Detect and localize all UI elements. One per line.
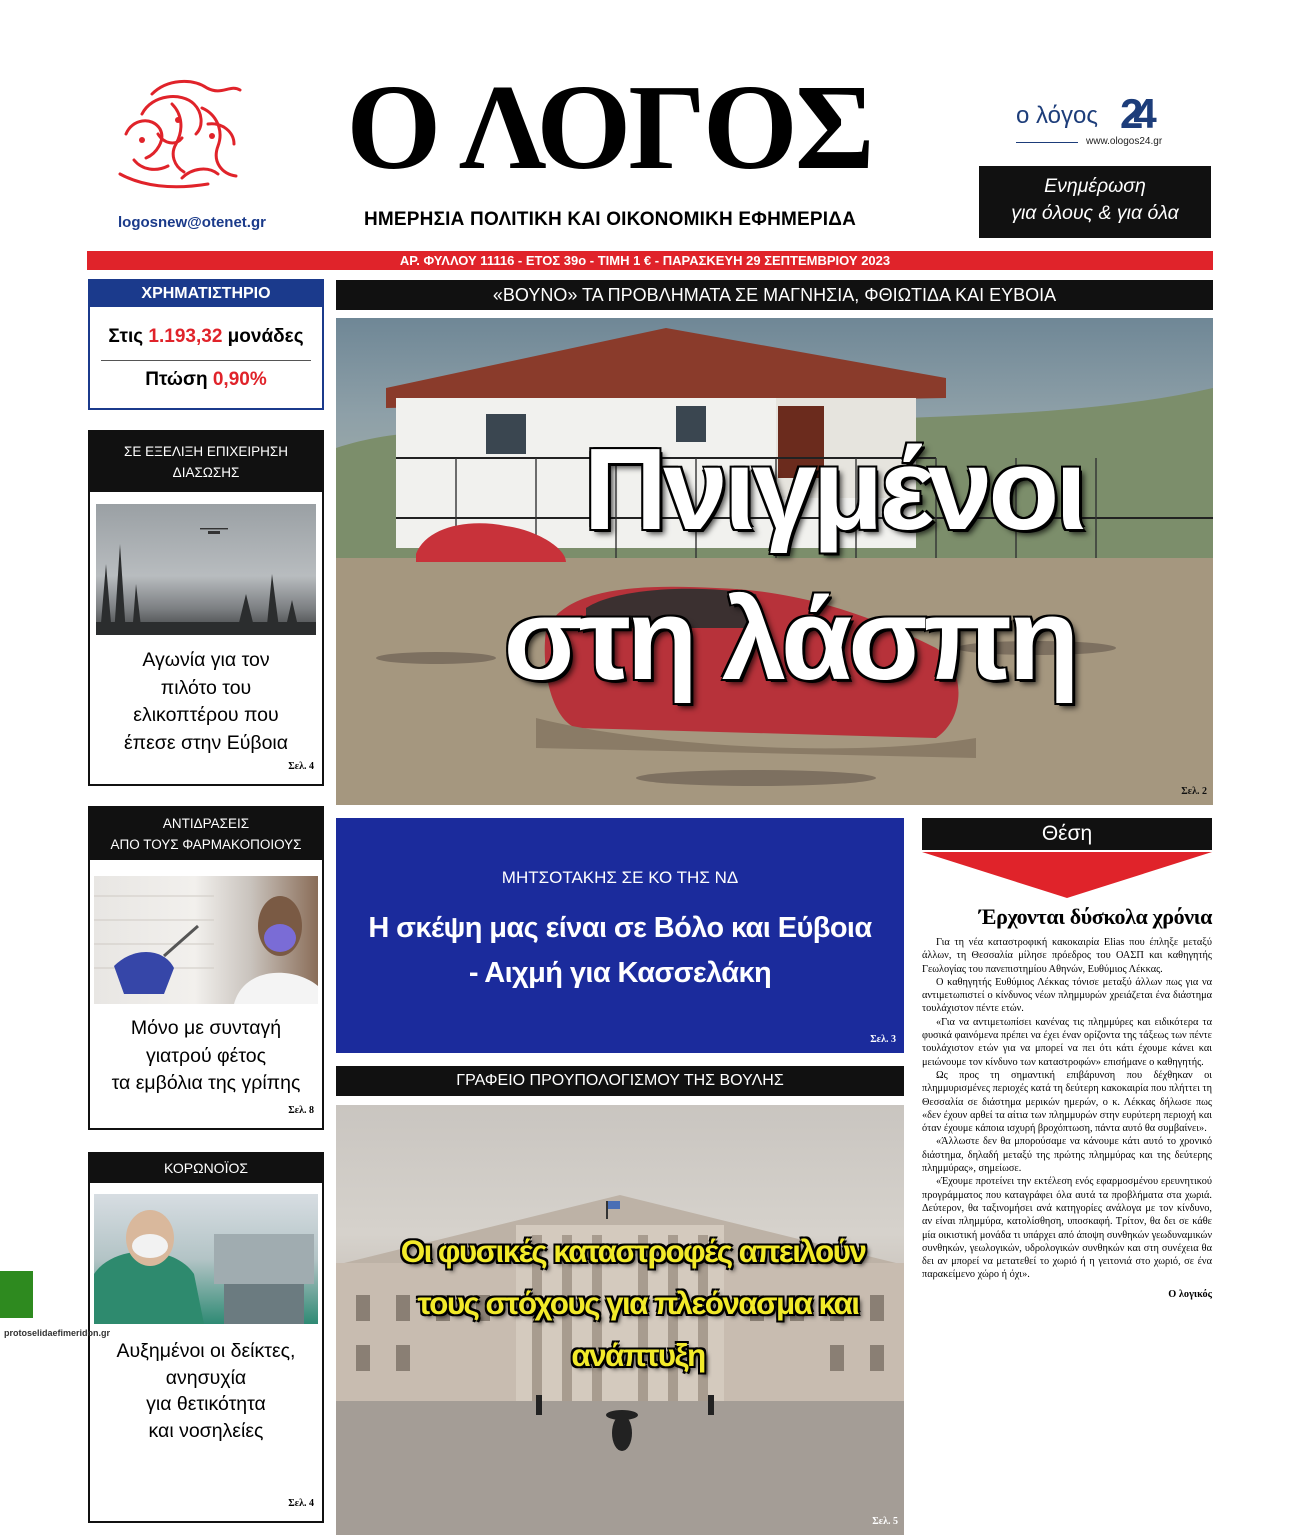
pharmacist-vaccine-photo: [94, 876, 318, 1004]
issue-line: ΑΡ. ΦΥΛΛΟΥ 11116 - ΕΤΟΣ 39ο - ΤΙΜΗ 1 € - ΠΑΡΑΣΚΕΥΗ 29 ΣΕΠΤΕΜΒΡΙΟΥ 2023: [399, 253, 891, 268]
stock-value-line: Στις 1.193,32 μονάδες: [108, 326, 304, 347]
side-story-kicker: ΚΟΡΩΝΟΪΟΣ: [90, 1154, 322, 1183]
parliament-photo[interactable]: [336, 1105, 904, 1535]
page-reference: Σελ. 2: [1181, 786, 1207, 797]
tagline-box: [979, 166, 1211, 238]
helicopter-fog-photo: [96, 504, 316, 635]
opinion-red-triangle: [922, 852, 1212, 898]
opinion-label: Θέση: [922, 818, 1212, 850]
budget-kicker: ΓΡΑΦΕΙΟ ΠΡΟΥΠΟΛΟΓΙΣΜΟΥ ΤΗΣ ΒΟΥΛΗΣ: [336, 1066, 904, 1096]
blue-story-headline: Η σκέψη μας είναι σε Βόλο και Εύβοια - Αιχμή για Κασσελάκη: [368, 912, 872, 989]
lead-headline-line-2: στη λάσπη: [503, 574, 1076, 704]
side-story-vaccines[interactable]: [88, 806, 324, 1130]
newspaper-subtitle: ΗΜΕΡΗΣΙΑ ΠΟΛΙΤΙΚΗ ΚΑΙ ΟΙΚΟΝΟΜΙΚΗ ΕΦΗΜΕΡΙΔΑ: [363, 209, 857, 230]
brand-name: ο λόγος: [1016, 102, 1098, 129]
issue-bar: [87, 251, 1213, 270]
page-reference: Σελ. 4: [288, 761, 314, 772]
opinion-title: Έρχονται δύσκολα χρόνια: [978, 904, 1212, 929]
budget-headline: Οι φυσικές καταστροφές απειλούν τους στόχους για πλεόνασμα και ανάπτυξη: [400, 1233, 866, 1373]
page-reference: Σελ. 5: [872, 1516, 898, 1527]
side-story-kicker: ΑΝΤΙΔΡΑΣΕΙΣ ΑΠΟ ΤΟΥΣ ΦΑΡΜΑΚΟΠΟΙΟΥΣ: [90, 808, 322, 860]
lead-headline: [336, 414, 1213, 714]
partner-brand[interactable]: [1010, 90, 1210, 156]
opinion-signature: Ο λογικός: [1168, 1288, 1212, 1300]
blue-story-box[interactable]: [336, 818, 904, 1053]
page-reference: Σελ. 3: [870, 1034, 896, 1045]
stock-divider: [101, 360, 311, 361]
side-story-headline: Αγωνία για τον πιλότο του ελικοπτέρου που έπεσε στην Εύβοια: [123, 649, 289, 754]
page-reference: Σελ. 8: [288, 1105, 314, 1116]
page-reference: Σελ. 4: [288, 1498, 314, 1509]
tree-silhouettes: [96, 504, 316, 635]
medic-scene: [94, 1194, 318, 1324]
blue-story-kicker: ΜΗΤΣΟΤΑΚΗΣ ΣΕ ΚΟ ΤΗΣ ΝΔ: [501, 868, 739, 887]
side-story-coronavirus[interactable]: [88, 1152, 324, 1523]
newspaper-title: Ο ΛΟΓΟΣ: [346, 60, 872, 195]
stock-header: ΧΡΗΜΑΤΙΣΤΗΡΙΟ: [90, 281, 322, 307]
contact-email[interactable]: logosnew@otenet.gr: [118, 214, 266, 231]
brand-url[interactable]: www.ologos24.gr: [1086, 136, 1163, 147]
brand-mark-icon: 24: [1120, 90, 1147, 137]
stock-box: [88, 279, 324, 410]
healthcare-worker-photo: [94, 1194, 318, 1324]
masthead-logo-illustration: [112, 74, 252, 198]
side-story-headline: Αυξημένοι οι δείκτες, ανησυχία για θετικότητα και νοσηλείες: [116, 1340, 296, 1442]
side-story-headline: Μόνο με συνταγή γιατρού φέτος τα εμβόλια της γρίπης: [111, 1017, 301, 1094]
watermark: protoselidaefimeridon.gr: [4, 1328, 111, 1338]
side-story-helicopter[interactable]: [88, 430, 324, 786]
green-marker: [0, 1271, 33, 1318]
tagline-line-2: για όλους & για όλα: [1011, 202, 1179, 224]
stock-points: 1.193,32: [148, 326, 223, 347]
flood-photo[interactable]: [336, 318, 1213, 805]
side-story-kicker: ΣΕ ΕΞΕΛΙΞΗ ΕΠΙΧΕΙΡΗΣΗ ΔΙΑΣΩΣΗΣ: [90, 432, 322, 492]
lead-kicker: «ΒΟΥΝΟ» ΤΑ ΠΡΟΒΛΗΜΑΤΑ ΣΕ ΜΑΓΝΗΣΙΑ, ΦΘΙΩΤΙΔΑ ΚΑΙ ΕΥΒΟΙΑ: [336, 280, 1213, 310]
stock-change: 0,90%: [212, 369, 267, 390]
vaccine-scene: [94, 876, 318, 1004]
opinion-body: Για τη νέα καταστροφική κακοκαιρία Elias που έπληξε μεταξύ άλλων, τη Θεσσαλία μίλησε πρόεδρος του ΟΑΣΠ και καθηγητής Γεωλογίας του πανεπιστημίου Αθηνών, Ευθύμιος Λέκκας. Ο καθηγητής Ευθύμιος Λέκκας τόνισε μεταξύ άλλων πως για να αντιμετωπιστεί ο κίνδυνος νέων πλημμυρών χρειάζεται ένα διάστημα τουλάχιστον πέντε ετών. «Για να αντιμετωπίσει κανένας τις πλημμύρες και ειδικότερα τα φυσικά φαινόμενα πρέπει να έχει έναν ορίζοντα της τάξεως των πέντε τουλάχιστον ετών για να μπορεί να πει ότι κάτι έχουμε κάνει και μειώνουμε τον κίνδυνο των καταστροφών» επισήμανε ο καθηγητής. Ως προς τη σημαντική επιβάρυνση που δέχθηκαν οι πλημμυρισμένες περιοχές κατά τη δεύτερη κακοκαιρία που πλήττει τη Θεσσαλία σε διάστημα μερικών ημερών, ο κ. Λέκκας δήλωσε πως «δεν έχουν αρθεί τα αίτια των πλημμυρών στην ευρύτερη περιοχή και όταν έχουμε κάποια ισχυρή βροχόπτωση, πάντα αυτό θα συμβαίνει». «Άλλωστε δεν θα μπορούσαμε να κάνουμε κάτι αυτό το χρονικό διάστημα, δηλαδή μεταξύ της πρώτης πλημμύρας και της δεύτερης πλημμύρας», σημείωσε. «Έχουμε προτείνει την εκτέλεση ενός εφαρμοσμένου ερευνητικού προγράμματος που καταγράφει όλα αυτά τα προβλήματα στα χωριά. Δεύτερον, θα ταξινομήσει ανά κατηγορίες ανάλογα με τον κίνδυνο, αν είναι πλημμύρα, κατολίσθηση, υποσκαφή. Τρίτον, θα δει σε κάθε μία οικιστική μονάδα τι υπάρχει από άποψη συνθηκών γεωδυναμικών συνθηκών, γεωλογικών, υδρολογικών συνθηκών και στη συνέχεια θα δει αν μπορεί να μετατεθεί το χωριό ή η γειτονιά στο χωριό, σε ένα παρακείμενο χώρο ή όχι». Ο λογικός: [922, 937, 1212, 1300]
lead-headline-line-1: Πνιγμένοι: [583, 424, 1084, 554]
brand-divider: [1016, 142, 1078, 143]
tagline-line-1: Ενημέρωση: [1044, 175, 1146, 197]
stock-change-line: Πτώση 0,90%: [145, 369, 267, 390]
